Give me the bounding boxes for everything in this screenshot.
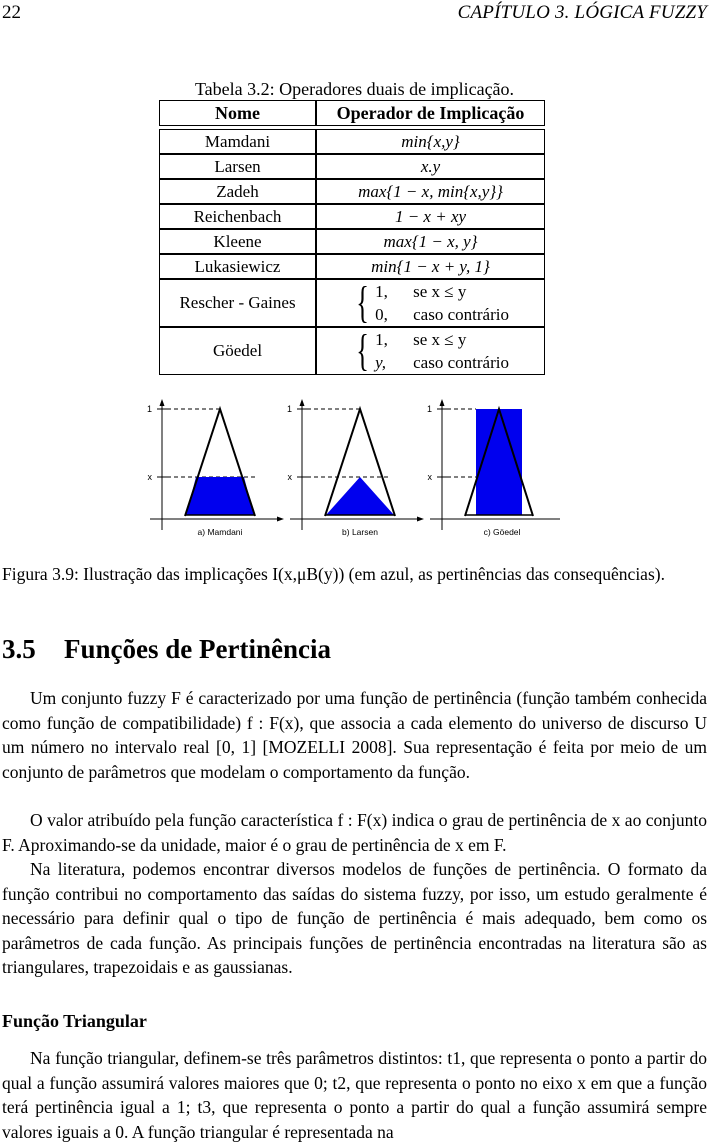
operator-formula: max{1 − x, min{x,y}} <box>316 179 545 204</box>
table-row <box>159 327 545 375</box>
y-tick-one: 1 <box>146 404 152 414</box>
paragraph-text: Na função triangular, definem-se três parâmetros distintos: t1, que representa o ponto a partir do qual a função assumirá valores maiores que 0; t2, que representa o ponto no eixo x em que a função terá pertinência igual a 1; t3, que representa o ponto a partir do qual a função assumirá sempre valores iguais a 0. A função triangular é representada na <box>2 1048 707 1142</box>
page-number: 22 <box>2 2 21 23</box>
panel-larsen <box>287 399 424 537</box>
operator-formula: min{1 − x + y, 1} <box>316 254 545 279</box>
operator-formula-piecewise <box>316 279 545 327</box>
operator-name: Mamdani <box>159 129 316 154</box>
table-row <box>159 154 545 179</box>
panel-label: c) Göedel <box>483 527 521 537</box>
operator-name: Rescher - Gaines <box>159 279 316 327</box>
paragraph <box>2 1046 707 1144</box>
table-caption: Tabela 3.2: Operadores duais de implicação. <box>194 79 515 99</box>
table-row <box>159 204 545 229</box>
table-row <box>159 254 545 279</box>
panel-label: b) Larsen <box>342 527 378 537</box>
section-number: 3.5 <box>2 634 36 664</box>
y-tick-x: x <box>427 472 432 482</box>
case-condition: se x ≤ y <box>413 330 467 349</box>
column-header-name: Nome <box>159 100 316 126</box>
figure-caption: Figura 3.9: Ilustração das implicações I(x,μB(y)) (em azul, as pertinências das consequências). <box>2 564 665 584</box>
case-condition: caso contrário <box>413 353 509 372</box>
case-value: 1, <box>375 330 388 349</box>
section-title: Funções de Pertinência <box>64 634 331 664</box>
column-header-operator: Operador de Implicação <box>316 100 545 126</box>
table-row <box>159 129 545 154</box>
operator-name: Zadeh <box>159 179 316 204</box>
paragraph <box>2 808 707 857</box>
operator-name: Reichenbach <box>159 204 316 229</box>
running-header: CAPÍTULO 3. LÓGICA FUZZY <box>457 2 707 23</box>
implication-operators-table <box>159 100 545 375</box>
table-row <box>159 179 545 204</box>
operator-name: Lukasiewicz <box>159 254 316 279</box>
operator-formula: 1 − x + xy <box>316 204 545 229</box>
y-tick-one: 1 <box>426 404 432 414</box>
case-condition: se x ≤ y <box>413 282 467 301</box>
operator-name: Kleene <box>159 229 316 254</box>
table-header-row <box>159 100 545 126</box>
y-tick-x: x <box>287 472 292 482</box>
left-brace: { <box>356 278 369 327</box>
panel-goedel <box>427 399 560 537</box>
operator-formula: x.y <box>316 154 545 179</box>
operator-formula: min{x,y} <box>316 129 545 154</box>
paragraph-text: Na literatura, podemos encontrar diversos modelos de funções de pertinência. O formato da função contribui no comportamento das saídas do sistema fuzzy, por isso, um estudo geralmente é necessário para definir qual o tipo de função de pertinência é mais adequado, bem como os parâmetros de cada função. As principais funções de pertinência encontradas na literatura são as triangulares, trapezoidais e as gaussianas. <box>2 859 707 977</box>
paragraph <box>2 857 707 980</box>
paragraph-text: Um conjunto fuzzy F é caracterizado por uma função de pertinência (função também conhecida como função de compatibilidade) f : F(x), que associa a cada elemento do universo de discurso U um número no intervalo real [0, 1] [MOZELLI 2008]. Sua representação é feita por meio de um conjunto de parâmetros que modelam o comportamento da função. <box>2 688 707 782</box>
left-brace: { <box>356 326 369 375</box>
operator-name: Larsen <box>159 154 316 179</box>
paragraph <box>2 686 707 784</box>
panel-label: a) Mamdani <box>197 527 243 537</box>
implication-illustration-figure <box>140 395 570 545</box>
panel-mamdani <box>147 399 284 537</box>
case-value: 1, <box>375 282 388 301</box>
case-value: 0, <box>375 305 388 324</box>
subsection-heading: Função Triangular <box>2 1011 147 1031</box>
operator-formula-piecewise <box>316 327 545 375</box>
case-value: y, <box>375 353 386 372</box>
operator-name: Göedel <box>159 327 316 375</box>
case-condition: caso contrário <box>413 305 509 324</box>
section-heading <box>2 634 331 665</box>
table-row <box>159 279 545 327</box>
table-row <box>159 229 545 254</box>
paragraph-text: O valor atribuído pela função característica f : F(x) indica o grau de pertinência de x ao conjunto F. Aproximando-se da unidade, maior é o grau de pertinência de x em F. <box>2 810 707 855</box>
y-tick-x: x <box>147 472 152 482</box>
y-tick-one: 1 <box>286 404 292 414</box>
operator-formula: max{1 − x, y} <box>316 229 545 254</box>
